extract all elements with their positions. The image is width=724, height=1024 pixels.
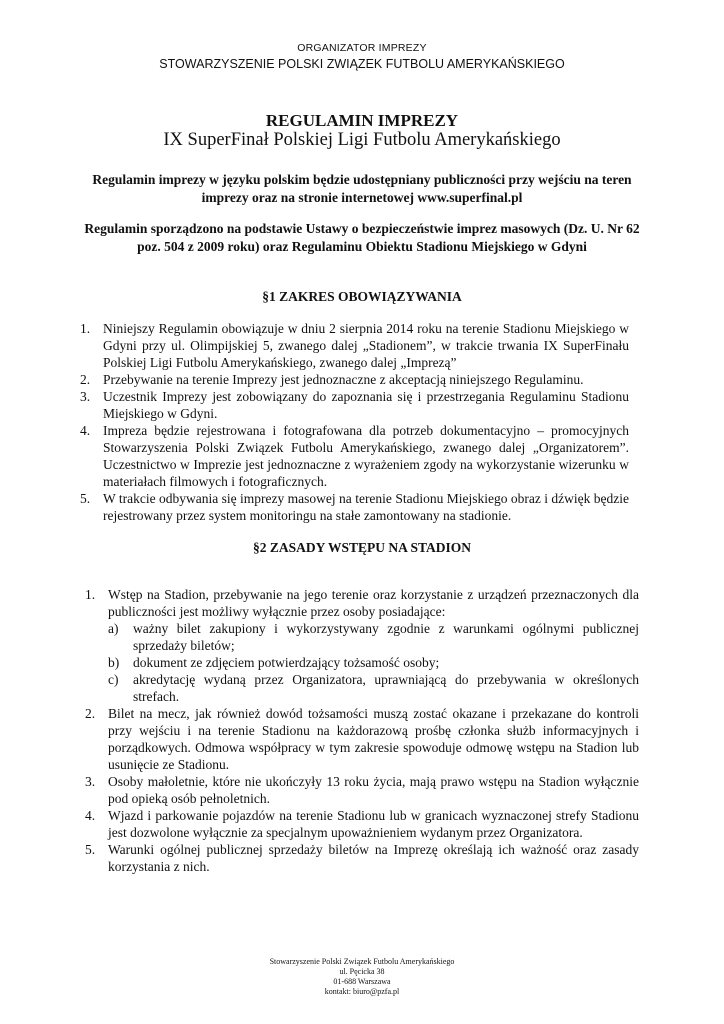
organizer-name: STOWARZYSZENIE POLSKI ZWIĄZEK FUTBOLU AMERYKAŃSKIEGO	[159, 57, 565, 71]
sub-item-letter: a)	[108, 621, 119, 636]
sub-item-text: akredytację wydaną przez Organizatora, uprawniającą do przebywania w określonych strefach.	[133, 672, 639, 704]
item-number: 3.	[85, 774, 96, 789]
sub-item-letter: c)	[108, 672, 119, 687]
sub-list-item	[108, 654, 639, 671]
sub-list	[108, 620, 639, 705]
item-text: Bilet na mecz, jak również dowód tożsamości muszą zostać okazane i przekazane do kontroli przy wejściu i na terenie Stadionu na każdorazową prośbę członka służb informacyjnych i porządkowych. Odmowa współpracy w tym zakresie spowoduje odmowę wstępu na Stadion lub usunięcie ze Stadionu.	[108, 706, 639, 772]
item-text: Warunki ogólnej publicznej sprzedaży biletów na Imprezę określają ich ważność oraz zasady korzystania z nich.	[108, 842, 639, 874]
item-number: 2.	[85, 706, 96, 721]
item-text: Wjazd i parkowanie pojazdów na terenie Stadionu lub w granicach wyznaczonej strefy Stadionu jest dozwolone wyłącznie za specjalnym upoważnieniem wydanym przez Organizatora.	[108, 808, 639, 840]
footer-city: 01-688 Warszawa	[333, 977, 391, 986]
item-text: Wstęp na Stadion, przebywanie na jego terenie oraz korzystanie z urządzeń przeznaczonych dla publiczności jest możliwy wyłącznie przez osoby posiadające:	[108, 587, 639, 619]
list-item	[85, 586, 639, 705]
section-2-list	[85, 586, 639, 875]
list-item	[80, 490, 629, 524]
footer-contact: kontakt: biuro@pzfa.pl	[324, 987, 400, 996]
section-2-title: §2 ZASADY WSTĘPU NA STADION	[252, 540, 472, 555]
item-text: Uczestnik Imprezy jest zobowiązany do zapoznania się i przestrzegania Regulaminu Stadionu Miejskiego w Gdyni.	[103, 389, 629, 421]
item-number: 3.	[80, 389, 91, 404]
sub-list-item	[108, 671, 639, 705]
item-text: Przebywanie na terenie Imprezy jest jednoznaczne z akceptacją niniejszego Regulaminu.	[103, 372, 584, 387]
item-number: 4.	[85, 808, 96, 823]
item-number: 1.	[80, 321, 91, 336]
list-item	[85, 773, 639, 807]
list-item	[80, 320, 629, 371]
document-title: REGULAMIN IMPREZY	[265, 111, 459, 130]
item-text: Osoby małoletnie, które nie ukończyły 13 roku życia, mają prawo wstępu na Stadion wyłącznie pod opieką osób pełnoletnich.	[108, 774, 639, 806]
footer-street: ul. Pęcicka 38	[339, 967, 385, 976]
item-number: 5.	[85, 842, 96, 857]
organizer-label: ORGANIZATOR IMPREZY	[297, 42, 427, 54]
list-item	[80, 422, 629, 490]
list-item	[85, 705, 639, 773]
item-text: W trakcie odbywania się imprezy masowej na terenie Stadionu Miejskiego obraz i dźwięk będzie rejestrowany przez system monitoringu na stałe zamontowany na stadionie.	[103, 491, 629, 523]
intro-paragraph-availability: Regulamin imprezy w języku polskim będzie udostępniany publiczności przy wejściu na teren imprezy oraz na stronie internetowej www.superfinal.pl	[92, 172, 632, 205]
list-item	[80, 371, 629, 388]
item-number: 5.	[80, 491, 91, 506]
item-number: 2.	[80, 372, 91, 387]
item-number: 4.	[80, 423, 91, 438]
footer-organization-name: Stowarzyszenie Polski Związek Futbolu Amerykańskiego	[269, 957, 455, 966]
list-item	[85, 807, 639, 841]
section-1-list	[80, 320, 629, 524]
item-text: Impreza będzie rejestrowana i fotografowana dla potrzeb dokumentacyjno – promocyjnych Stowarzyszenia Polski Związek Futbolu Amerykańskiego, zwanego dalej „Organizatorem”. Uczestnictwo w Imprezie jest jednoznaczne z wyrażeniem zgody na wykorzystanie wizerunku w materiałach filmowych i fotograficznych.	[103, 423, 629, 489]
sub-list-item	[108, 620, 639, 654]
intro-paragraph-legal-basis: Regulamin sporządzono na podstawie Ustawy o bezpieczeństwie imprez masowych (Dz. U. Nr 62 poz. 504 z 2009 roku) oraz Regulaminu Obiektu Stadionu Miejskiego w Gdyni	[84, 221, 640, 254]
sub-item-text: ważny bilet zakupiony i wykorzystywany zgodnie z warunkami ogólnymi publicznej sprzedaży biletów;	[133, 621, 639, 653]
item-number: 1.	[85, 587, 96, 602]
list-item	[80, 388, 629, 422]
item-text: Niniejszy Regulamin obowiązuje w dniu 2 sierpnia 2014 roku na terenie Stadionu Miejskiego w Gdyni przy ul. Olimpijskiej 5, zwanego dalej „Stadionem”, w trakcie trwania IX SuperFinału Polskiej Ligi Futbolu Amerykańskiego, zwanego dalej „Imprezą”	[103, 321, 629, 370]
sub-item-text: dokument ze zdjęciem potwierdzający tożsamość osoby;	[133, 655, 440, 670]
section-1-title: §1 ZAKRES OBOWIĄZYWANIA	[262, 289, 462, 304]
list-item	[85, 841, 639, 875]
document-subtitle: IX SuperFinał Polskiej Ligi Futbolu Amerykańskiego	[163, 130, 561, 150]
sub-item-letter: b)	[108, 655, 120, 670]
